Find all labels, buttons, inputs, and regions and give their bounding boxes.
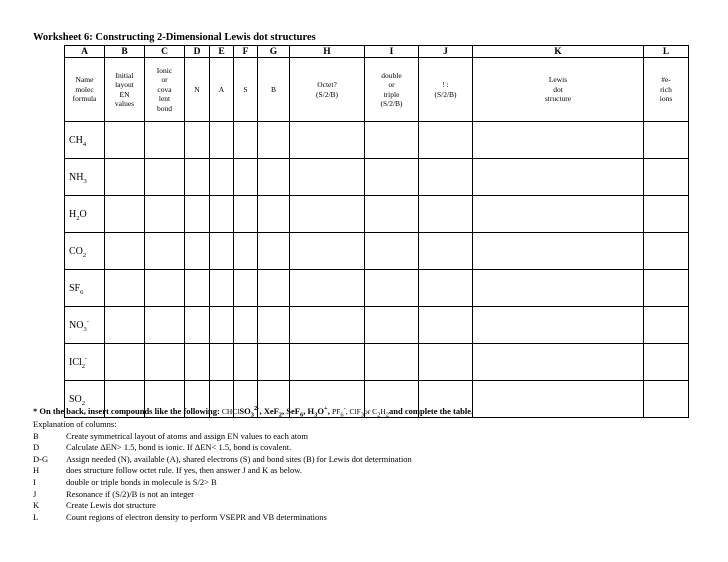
answer-cell-d[interactable] (185, 196, 210, 233)
answer-cell-i[interactable] (365, 122, 419, 159)
answer-cell-i[interactable] (365, 270, 419, 307)
answer-cell-l[interactable] (644, 159, 689, 196)
answer-cell-b[interactable] (105, 196, 145, 233)
answer-cell-h[interactable] (290, 233, 365, 270)
answer-cell-g[interactable] (258, 307, 290, 344)
answer-cell-i[interactable] (365, 159, 419, 196)
column-letter-k: K (473, 46, 644, 58)
answer-cell-h[interactable] (290, 270, 365, 307)
answer-cell-h[interactable] (290, 196, 365, 233)
column-header-j: ! : (S/2/B) (419, 58, 473, 122)
answer-cell-g[interactable] (258, 196, 290, 233)
column-letter-f: F (234, 46, 258, 58)
table-row (65, 122, 689, 159)
answer-cell-c[interactable] (145, 122, 185, 159)
compound-formula: $H_2O$ (65, 196, 105, 233)
answer-cell-e[interactable] (210, 196, 234, 233)
answer-cell-b[interactable] (105, 159, 145, 196)
compound-formula: $SF_6$ (65, 270, 105, 307)
answer-cell-e[interactable] (210, 307, 234, 344)
answer-cell-g[interactable] (258, 233, 290, 270)
column-letter-g: G (258, 46, 290, 58)
answer-cell-f[interactable] (234, 270, 258, 307)
column-header-d: N (185, 58, 210, 122)
column-header-i: double or triple (S/2/B) (365, 58, 419, 122)
answer-cell-l[interactable] (644, 233, 689, 270)
answer-cell-b[interactable] (105, 307, 145, 344)
compound-formula: $NH_3$ (65, 159, 105, 196)
answer-cell-l[interactable] (644, 122, 689, 159)
explanation-heading: Explanation of columns: (33, 419, 117, 429)
column-explanation (33, 419, 412, 523)
table-row (65, 159, 689, 196)
compound-formula: $NO_3^-$ (65, 307, 105, 344)
explanation-item: I double or triple bonds in molecule is S/2> B (33, 476, 217, 487)
answer-cell-e[interactable] (210, 233, 234, 270)
answer-cell-j[interactable] (419, 196, 473, 233)
answer-cell-d[interactable] (185, 344, 210, 381)
answer-cell-f[interactable] (234, 159, 258, 196)
answer-cell-g[interactable] (258, 270, 290, 307)
answer-cell-b[interactable] (105, 270, 145, 307)
answer-cell-g[interactable] (258, 344, 290, 381)
table-row (65, 307, 689, 344)
answer-cell-l[interactable] (644, 381, 689, 418)
answer-cell-k[interactable] (473, 122, 644, 159)
answer-cell-c[interactable] (145, 196, 185, 233)
worksheet-table (64, 45, 689, 418)
answer-cell-c[interactable] (145, 307, 185, 344)
answer-cell-g[interactable] (258, 122, 290, 159)
column-header-l: #e- rich ions (644, 58, 689, 122)
answer-cell-f[interactable] (234, 196, 258, 233)
answer-cell-j[interactable] (419, 159, 473, 196)
answer-cell-j[interactable] (419, 344, 473, 381)
answer-cell-d[interactable] (185, 270, 210, 307)
answer-cell-b[interactable] (105, 122, 145, 159)
answer-cell-j[interactable] (419, 307, 473, 344)
column-letter-row (65, 46, 689, 58)
answer-cell-k[interactable] (473, 159, 644, 196)
answer-cell-l[interactable] (644, 270, 689, 307)
answer-cell-k[interactable] (473, 270, 644, 307)
answer-cell-j[interactable] (419, 270, 473, 307)
answer-cell-l[interactable] (644, 344, 689, 381)
answer-cell-i[interactable] (365, 196, 419, 233)
column-header-h: Octet? (S/2/B) (290, 58, 365, 122)
answer-cell-d[interactable] (185, 233, 210, 270)
explanation-item: B Create symmetrical layout of atoms and assign EN values to each atom (33, 430, 308, 441)
answer-cell-f[interactable] (234, 122, 258, 159)
compound-formula: ICl$_2$- (65, 344, 105, 381)
explanation-item: D-G Assign needed (N), available (A), shared electrons (S) and bond sites (B) for Lewis dot determination (33, 453, 412, 464)
column-letter-e: E (210, 46, 234, 58)
compound-formula: $SO_2$ (65, 381, 105, 418)
column-header-a: Name molec formula (65, 58, 105, 122)
column-letter-i: I (365, 46, 419, 58)
answer-cell-f[interactable] (234, 233, 258, 270)
answer-cell-b[interactable] (105, 233, 145, 270)
compound-formula: $CO_2$ (65, 233, 105, 270)
answer-cell-h[interactable] (290, 307, 365, 344)
answer-cell-e[interactable] (210, 122, 234, 159)
answer-cell-e[interactable] (210, 159, 234, 196)
column-header-g: B (258, 58, 290, 122)
answer-cell-g[interactable] (258, 159, 290, 196)
answer-cell-c[interactable] (145, 159, 185, 196)
column-header-row (65, 58, 689, 122)
column-letter-l: L (644, 46, 689, 58)
table-row (65, 344, 689, 381)
answer-cell-k[interactable] (473, 381, 644, 418)
column-letter-h: H (290, 46, 365, 58)
explanation-item: J Resonance if (S/2)/B is not an integer (33, 488, 194, 499)
answer-cell-i[interactable] (365, 307, 419, 344)
answer-cell-d[interactable] (185, 159, 210, 196)
answer-cell-l[interactable] (644, 307, 689, 344)
answer-cell-i[interactable] (365, 233, 419, 270)
column-header-b: Initial layout EN values (105, 58, 145, 122)
column-letter-j: J (419, 46, 473, 58)
answer-cell-e[interactable] (210, 270, 234, 307)
column-header-e: A (210, 58, 234, 122)
answer-cell-k[interactable] (473, 307, 644, 344)
answer-cell-k[interactable] (473, 344, 644, 381)
explanation-item: L Count regions of electron density to perform VSEPR and VB determinations (33, 511, 327, 522)
explanation-item: D Calculate ΔEN> 1.5, bond is ionic. If ΔEN< 1.5, bond is covalent. (33, 442, 292, 453)
explanation-item: H does structure follow octet rule. If yes, then answer J and K as below. (33, 465, 302, 476)
answer-cell-c[interactable] (145, 344, 185, 381)
worksheet-title: Worksheet 6: Constructing 2-Dimensional Lewis dot structures (33, 32, 316, 43)
answer-cell-h[interactable] (290, 344, 365, 381)
answer-cell-d[interactable] (185, 307, 210, 344)
column-letter-a: A (65, 46, 105, 58)
answer-cell-k[interactable] (473, 196, 644, 233)
answer-cell-i[interactable] (365, 344, 419, 381)
answer-cell-b[interactable] (105, 344, 145, 381)
column-header-c: Ionic or cova lent bond (145, 58, 185, 122)
answer-cell-f[interactable] (234, 344, 258, 381)
compound-formula: $CH_4$ (65, 122, 105, 159)
table-row (65, 233, 689, 270)
column-letter-c: C (145, 46, 185, 58)
table-row (65, 270, 689, 307)
explanation-item: K Create Lewis dot structure (33, 500, 156, 511)
table-row (65, 196, 689, 233)
column-letter-b: B (105, 46, 145, 58)
answer-cell-j[interactable] (419, 233, 473, 270)
column-letter-d: D (185, 46, 210, 58)
answer-cell-f[interactable] (234, 307, 258, 344)
column-header-k: Lewis dot structure (473, 58, 644, 122)
back-instructions: * On the back, insert compounds like the following: CHClSO$_3^{2-}$, XeF$_2$, SeF$_6$, $H_3O^+$, $PF_6^-$, ClF$_3$or $C_2H_2and$ complete the table. (33, 405, 474, 419)
answer-cell-d[interactable] (185, 122, 210, 159)
answer-cell-l[interactable] (644, 196, 689, 233)
column-header-f: S (234, 58, 258, 122)
answer-cell-j[interactable] (419, 122, 473, 159)
answer-cell-c[interactable] (145, 233, 185, 270)
answer-cell-k[interactable] (473, 233, 644, 270)
answer-cell-c[interactable] (145, 270, 185, 307)
answer-cell-h[interactable] (290, 122, 365, 159)
answer-cell-e[interactable] (210, 344, 234, 381)
answer-cell-h[interactable] (290, 159, 365, 196)
